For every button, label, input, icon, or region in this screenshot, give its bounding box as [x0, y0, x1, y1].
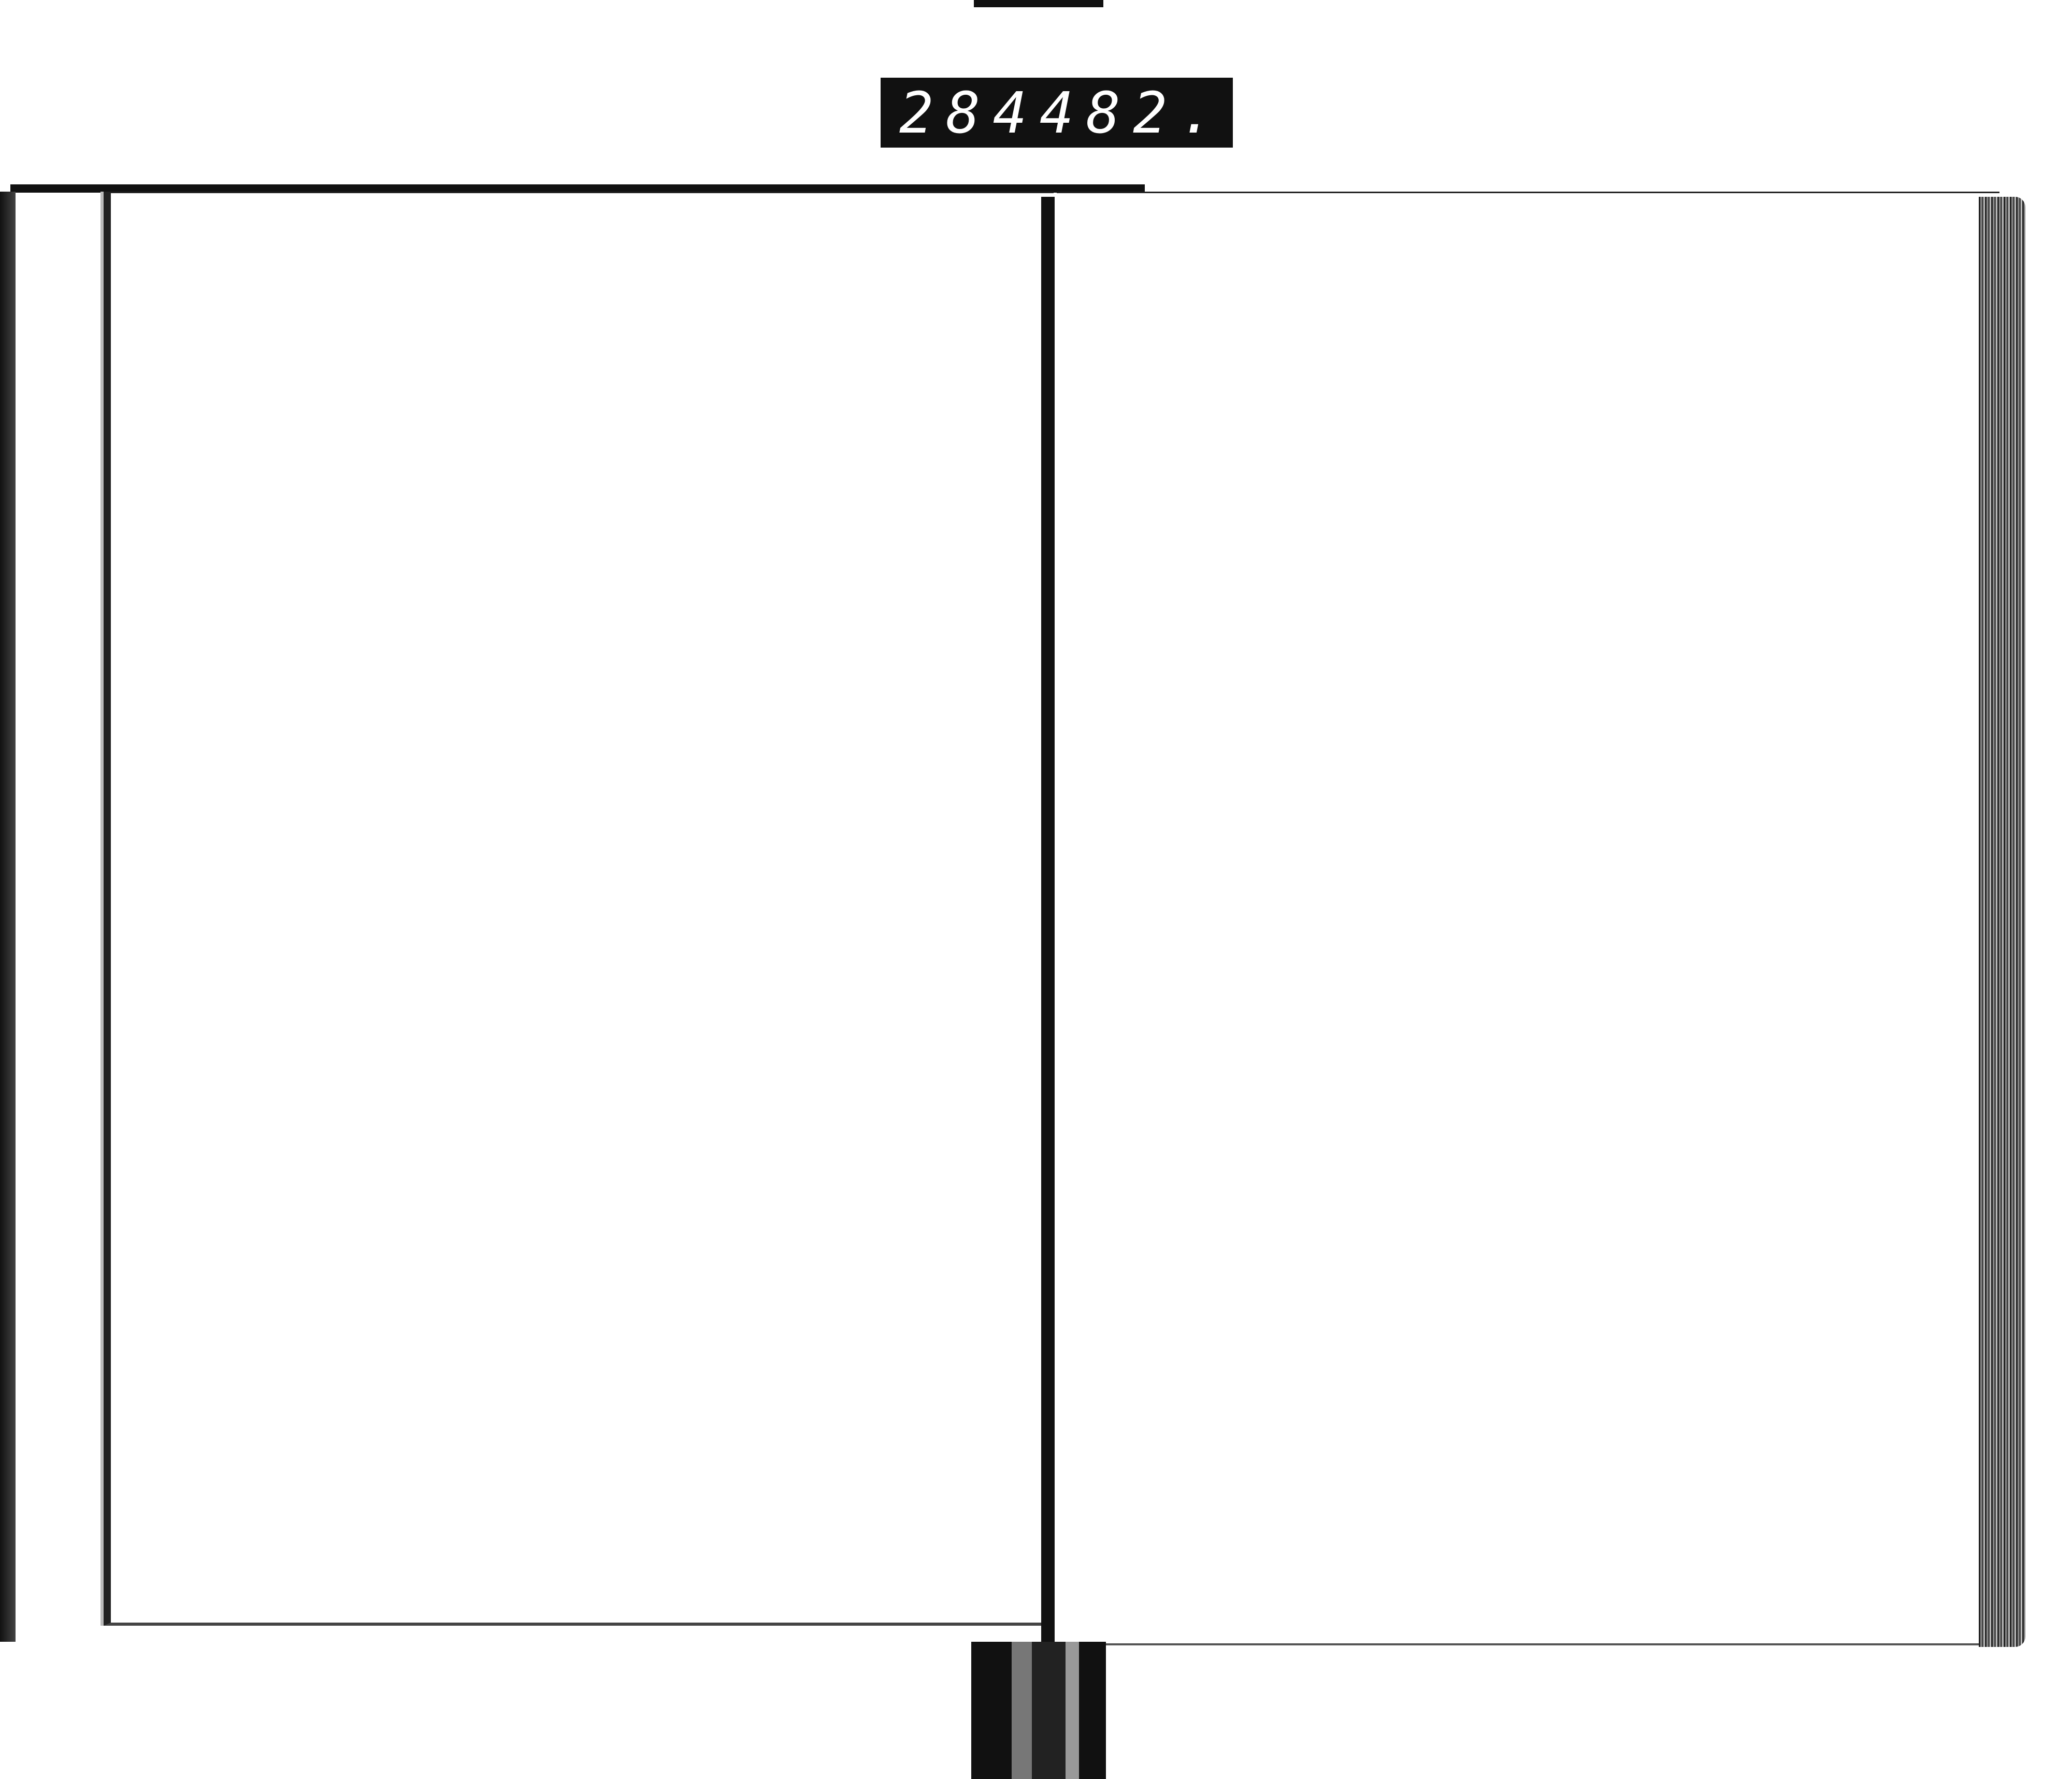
frame-counter-label — [881, 78, 1233, 148]
left-page-columns — [111, 193, 1054, 1623]
counter-right: 482. — [1039, 79, 1227, 146]
right-page-columns — [1057, 193, 1999, 1643]
left-page — [104, 192, 1054, 1626]
counter-left: 284 — [899, 79, 1040, 146]
book-stand — [971, 1642, 1106, 1779]
left-margin — [0, 192, 16, 1642]
top-stub — [974, 0, 1103, 7]
right-page — [1057, 192, 1999, 1645]
page-edge — [1979, 197, 2025, 1647]
book-gutter — [1041, 197, 1055, 1642]
